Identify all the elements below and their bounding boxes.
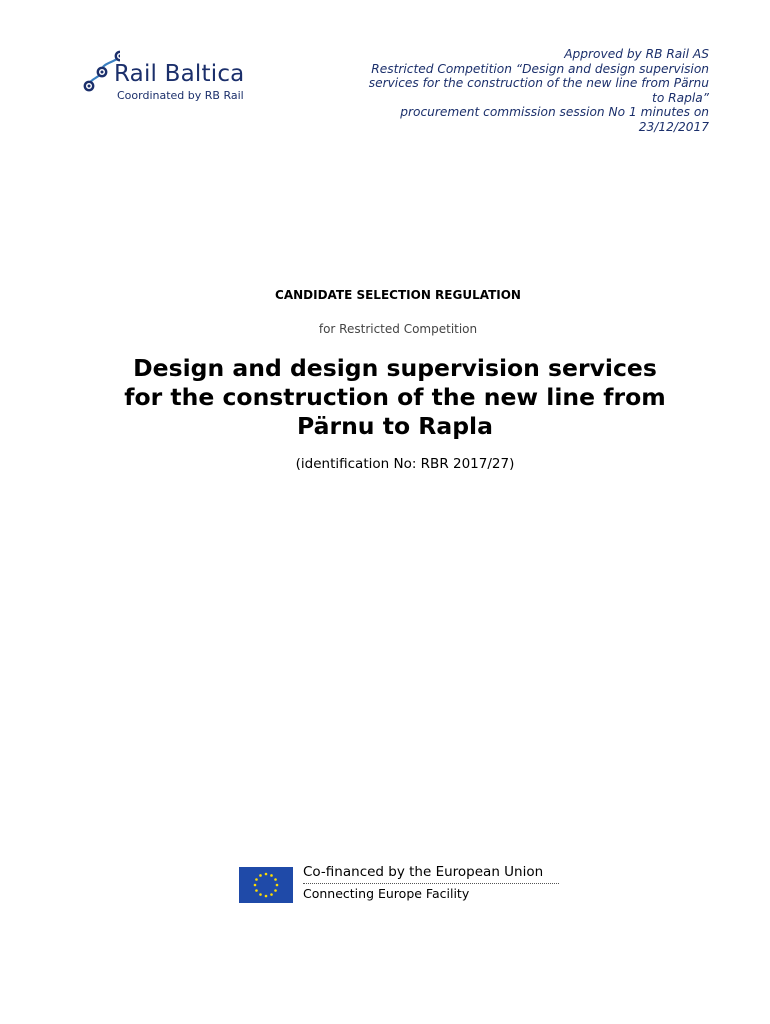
eu-star [265, 895, 268, 898]
approval-line: Approved by RB Rail AS [564, 47, 709, 61]
document-title-line: for the construction of the new line from [124, 383, 666, 411]
eu-star [255, 889, 258, 892]
document-type-heading: CANDIDATE SELECTION REGULATION [275, 288, 521, 302]
logo-subtitle: Coordinated by RB Rail [117, 89, 244, 102]
approval-line: to Rapla” [652, 90, 709, 105]
approval-line: Restricted Competition “Design and design supervision [371, 61, 709, 76]
document-title-line: Design and design supervision services [133, 354, 657, 382]
cofinanced-label: Co-financed by the European Union [303, 864, 559, 884]
approval-line: 23/12/2017 [638, 119, 709, 134]
document-title [0, 354, 770, 441]
identification-number: (identification No: RBR 2017/27) [295, 456, 515, 472]
logo-title: Rail Baltica [114, 61, 245, 87]
eu-star [276, 884, 279, 887]
eu-flag-icon [239, 867, 293, 903]
eu-star [270, 874, 273, 877]
eu-star [254, 884, 257, 887]
approval-note [329, 47, 709, 134]
eu-star [255, 878, 258, 881]
cef-label: Connecting Europe Facility [303, 886, 470, 901]
eu-cofinance-footer [239, 864, 569, 904]
eu-stars-icon [239, 867, 293, 903]
approval-line: procurement commission session No 1 minutes on [400, 105, 709, 119]
eu-star [259, 893, 262, 896]
document-title-line: Pärnu to Rapla [297, 412, 493, 440]
rail-baltica-logo [80, 48, 270, 108]
eu-star [274, 889, 277, 892]
eu-star [270, 893, 273, 896]
document-for-line: for Restricted Competition [318, 322, 478, 336]
eu-star [265, 873, 268, 876]
approval-line: services for the construction of the new line from Pärnu [368, 76, 709, 90]
eu-star [259, 874, 262, 877]
eu-footer-text [303, 864, 559, 901]
eu-star [274, 878, 277, 881]
